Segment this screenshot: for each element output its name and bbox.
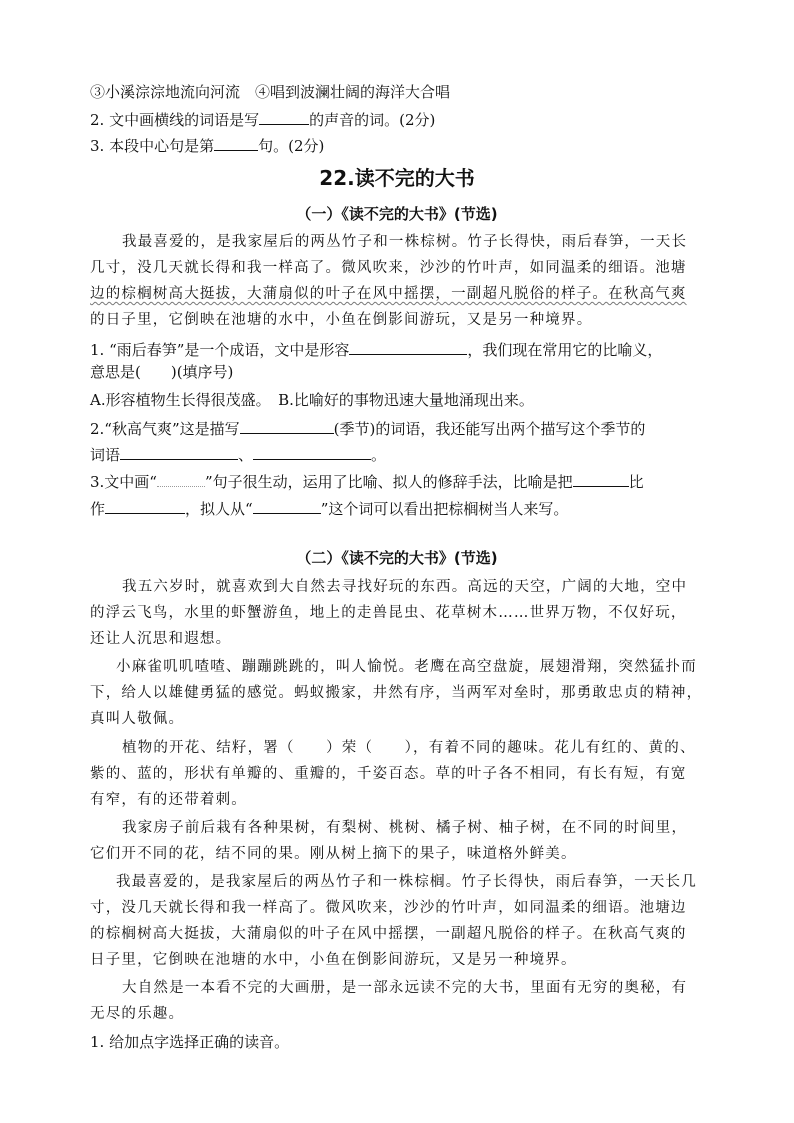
question-text: 1. “雨后春笋”是一个成语，文中是形容 bbox=[90, 341, 350, 359]
answer-blank[interactable] bbox=[120, 443, 238, 460]
passage-line: 寸，没几天就长得和我一样高了。微风吹来，沙沙的竹叶声，如同温柔的细语。池塘边 bbox=[90, 900, 687, 916]
answer-blank[interactable] bbox=[573, 470, 629, 487]
question-1: 1. 给加点字选择正确的读音。 bbox=[90, 1033, 290, 1051]
passage-line: 植物的开花、结籽，署（ ）荣（ ），有着不同的趣味。花儿有红的、黄的、 bbox=[122, 740, 696, 756]
answer-blank[interactable] bbox=[349, 338, 467, 355]
question-text: 、 bbox=[238, 446, 254, 464]
passage-line: 我五六岁时，就喜欢到大自然去寻找好玩的东西。高远的天空，广阔的大地，空中 bbox=[122, 579, 688, 595]
answer-blank[interactable] bbox=[240, 417, 334, 434]
question-1 bbox=[90, 338, 710, 360]
question-text: 句。(2分) bbox=[258, 137, 325, 155]
question-text: ，拟人从“ bbox=[185, 500, 253, 518]
question-text: 2. 文中画横线的词语是写 bbox=[90, 111, 260, 129]
question-text: ”这个词可以看出把棕榈树当人来写。 bbox=[320, 500, 569, 518]
question-3-cont bbox=[90, 497, 710, 519]
question-text: 。 bbox=[371, 446, 387, 464]
passage-line: 下，给人以雄健勇猛的感觉。蚂蚁搬家，井然有序，当两军对垒时，那勇敢忠贞的精神， bbox=[90, 685, 703, 701]
wavy-blank bbox=[157, 474, 205, 487]
passage-line: 的日子里，它倒映在池塘的水中，小鱼在倒影间游玩，又是另一种境界。 bbox=[90, 312, 593, 328]
passage-line: 还让人沉思和遐想。 bbox=[90, 631, 232, 647]
passage-line-underlined bbox=[90, 284, 710, 304]
options-line: ③小溪淙淙地流向河流 ④唱到波澜壮阔的海洋大合唱 bbox=[90, 83, 451, 101]
question-1-options: A.形容植物生长得很茂盛。 B.比喻好的事物迅速大量地涌现出来。 bbox=[90, 391, 534, 409]
question-text: 2.“秋高气爽”这是描写 bbox=[90, 420, 240, 438]
passage-line: 无尽的乐趣。 bbox=[90, 1006, 185, 1022]
question-text: 3. 本段中心句是第 bbox=[90, 137, 215, 155]
question-text: 的声音的词。(2分) bbox=[309, 111, 436, 129]
answer-blank[interactable] bbox=[105, 497, 185, 514]
passage-line: 的棕榈树高大挺拔，大蒲扇似的叶子在风中摇摆，一副超凡脱俗的样子。在秋高气爽的 bbox=[90, 926, 687, 942]
passage-line: 的浮云飞鸟，水里的虾蟹游鱼，地上的走兽昆虫、花草树木……世界万物，不仅好玩， bbox=[90, 605, 687, 621]
section-1-heading: （一）《读不完的大书》(节选) bbox=[296, 205, 498, 223]
question-text: 比 bbox=[628, 473, 644, 491]
question-1-cont: 意思是( )(填序号) bbox=[90, 363, 234, 381]
answer-blank[interactable] bbox=[253, 497, 321, 514]
passage-line: 大自然是一本看不完的大画册，是一部永远读不完的大书，里面有无穷的奥秘，有 bbox=[122, 980, 688, 996]
question-text: ，我们现在常用它的比喻义， bbox=[467, 341, 663, 359]
question-2-cont bbox=[90, 443, 710, 465]
section-2-heading: （二）《读不完的大书》(节选) bbox=[296, 549, 498, 567]
passage-line: 有窄，有的还带着刺。 bbox=[90, 792, 247, 808]
passage-line: 几寸，没几天就长得和我一样高了。微风吹来，沙沙的竹叶声，如同温柔的细语。池塘 bbox=[90, 260, 687, 276]
passage-line: 我家房子前后栽有各种果树，有梨树、桃树、橘子树、柚子树，在不同的时间里， bbox=[122, 820, 688, 836]
question-3-top bbox=[90, 134, 710, 156]
question-2 bbox=[90, 417, 710, 439]
question-2-top bbox=[90, 108, 710, 130]
passage-line: 小麻雀叽叽喳喳、蹦蹦跳跳的，叫人愉悦。老鹰在高空盘旋，展翅滑翔，突然猛扑而 bbox=[116, 659, 697, 675]
passage-line: 我最喜爱的，是我家屋后的两丛竹子和一株棕树。竹子长得快，雨后春笋，一天长 bbox=[122, 234, 688, 250]
passage-line: 它们开不同的花，结不同的果。刚从树上摘下的果子，味道格外鲜美。 bbox=[90, 846, 577, 862]
answer-blank[interactable] bbox=[214, 134, 258, 151]
wavy-underlined-sentence: 边的棕榈树高大挺拔，大蒲扇似的叶子在风中摇摆，一副超凡脱俗的样子。在秋高气爽 bbox=[90, 286, 687, 302]
answer-blank[interactable] bbox=[253, 443, 371, 460]
passage-line: 我最喜爱的，是我家屋后的两丛竹子和一株棕榈。竹子长得快，雨后春笋，一天长几 bbox=[116, 874, 697, 890]
answer-blank[interactable] bbox=[259, 108, 309, 125]
question-text: 3.文中画“ bbox=[90, 473, 157, 491]
lesson-title: 22.读不完的大书 bbox=[319, 166, 475, 190]
passage-line: 紫的、蓝的，形状有单瓣的、重瓣的，千姿百态。草的叶子各不相同，有长有短，有宽 bbox=[90, 766, 687, 782]
question-3 bbox=[90, 470, 710, 492]
question-text: 词语 bbox=[90, 446, 121, 464]
question-text: ”句子很生动，运用了比喻、拟人的修辞手法，比喻是把 bbox=[204, 473, 573, 491]
passage-line: 日子里，它倒映在池塘的水中，小鱼在倒影间游玩，又是另一种境界。 bbox=[90, 952, 577, 968]
passage-line: 真叫人敬佩。 bbox=[90, 711, 185, 727]
question-text: (季节)的词语，我还能写出两个描写这个季节的 bbox=[333, 420, 646, 438]
question-text: 作 bbox=[90, 500, 106, 518]
